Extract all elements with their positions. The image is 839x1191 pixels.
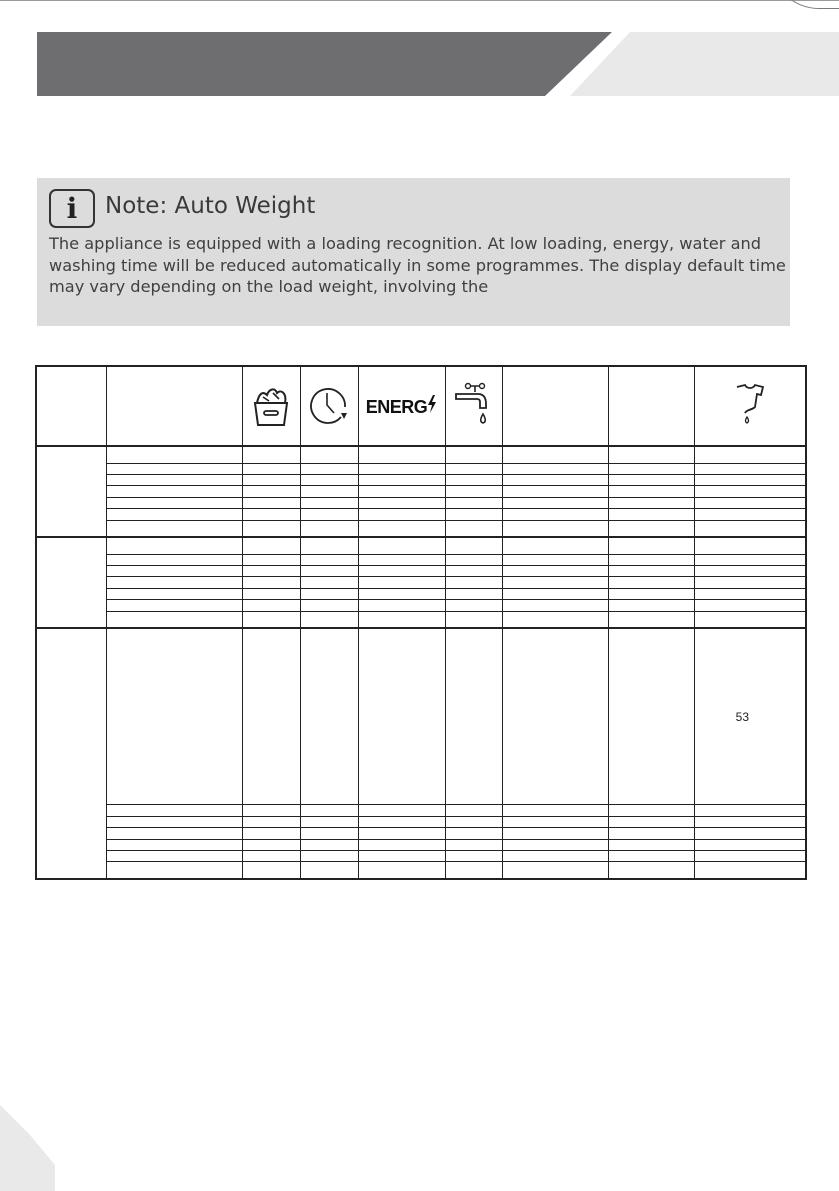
table-cell (242, 862, 300, 879)
header-cell-residual-moisture (694, 366, 806, 446)
table-cell (694, 446, 806, 463)
table-cell (445, 862, 502, 879)
table-row (36, 805, 806, 816)
table-cell (242, 486, 300, 497)
table-cell (300, 497, 358, 508)
table-cell (694, 474, 806, 485)
table-cell (608, 850, 694, 861)
table-cell (358, 474, 445, 485)
table-row (36, 816, 806, 827)
table-cell (358, 850, 445, 861)
table-row (36, 554, 806, 565)
table-cell (445, 600, 502, 611)
table-cell (502, 600, 608, 611)
table-cell (445, 850, 502, 861)
table-cell (502, 554, 608, 565)
table-cell (502, 537, 608, 554)
table-cell (300, 588, 358, 599)
table-cell (106, 828, 242, 839)
table-row (36, 839, 806, 850)
table-cell (358, 839, 445, 850)
table-cell (608, 463, 694, 474)
table-cell (502, 566, 608, 577)
table-cell (242, 628, 300, 805)
table-cell (445, 805, 502, 816)
table-cell (242, 509, 300, 520)
table-cell (242, 588, 300, 599)
table-cell (106, 839, 242, 850)
table-cell (242, 828, 300, 839)
table-cell (502, 839, 608, 850)
group-cell (36, 446, 106, 537)
table-cell (300, 828, 358, 839)
table-cell (694, 486, 806, 497)
table-cell (608, 520, 694, 537)
header-cell-energy (358, 366, 445, 446)
table-cell (358, 520, 445, 537)
table-cell (502, 828, 608, 839)
table-cell (106, 816, 242, 827)
table-cell (694, 463, 806, 474)
table-cell (694, 839, 806, 850)
programme-table (35, 365, 807, 880)
table-cell (694, 850, 806, 861)
table-cell (445, 497, 502, 508)
info-icon: i (49, 189, 95, 228)
table-cell (300, 446, 358, 463)
table-cell (608, 805, 694, 816)
table-cell (358, 497, 445, 508)
table-cell (300, 611, 358, 628)
group-cell (36, 628, 106, 879)
table-cell (608, 509, 694, 520)
table-cell (358, 554, 445, 565)
table-cell (242, 537, 300, 554)
table-cell (358, 611, 445, 628)
note-box (37, 178, 790, 326)
table-cell (106, 509, 242, 520)
table-cell (445, 554, 502, 565)
table-cell (242, 839, 300, 850)
table-cell (694, 862, 806, 879)
clock-icon (307, 383, 351, 427)
table-row (36, 566, 806, 577)
table-cell (300, 628, 358, 805)
table-cell (445, 537, 502, 554)
table-row (36, 446, 806, 463)
table-cell (445, 588, 502, 599)
table-row (36, 463, 806, 474)
table-cell (106, 577, 242, 588)
table-cell (358, 805, 445, 816)
table-cell (358, 816, 445, 827)
table-cell (106, 805, 242, 816)
table-cell (608, 828, 694, 839)
header-cell (36, 366, 106, 446)
table-cell (106, 566, 242, 577)
table-cell (502, 520, 608, 537)
table-cell (106, 474, 242, 485)
table-cell (608, 628, 694, 805)
header-cell (608, 366, 694, 446)
table-cell (300, 474, 358, 485)
table-cell (106, 486, 242, 497)
table-cell (694, 566, 806, 577)
table-cell (445, 463, 502, 474)
table-cell (242, 850, 300, 861)
table-cell (242, 805, 300, 816)
table-cell (608, 554, 694, 565)
table-cell (358, 566, 445, 577)
table-cell (106, 520, 242, 537)
table-cell (502, 446, 608, 463)
table-cell (694, 588, 806, 599)
energy-label: ENERG (365, 396, 428, 417)
table-cell (300, 600, 358, 611)
note-title: Note: Auto Weight (105, 193, 316, 219)
table-row (36, 600, 806, 611)
table-cell (242, 611, 300, 628)
table-cell (445, 520, 502, 537)
table-cell (445, 509, 502, 520)
header-cell-time (300, 366, 358, 446)
table-cell (445, 839, 502, 850)
table-cell (242, 497, 300, 508)
energy-icon (427, 395, 437, 413)
table-cell (300, 850, 358, 861)
table-row (36, 520, 806, 537)
table-row (36, 828, 806, 839)
table-row (36, 862, 806, 879)
table-cell (358, 463, 445, 474)
table-cell (694, 828, 806, 839)
table-cell (106, 554, 242, 565)
table-cell (106, 497, 242, 508)
table-cell (502, 850, 608, 861)
table-cell (300, 537, 358, 554)
table-cell (694, 554, 806, 565)
table-cell (608, 588, 694, 599)
table-cell (242, 474, 300, 485)
table-cell (358, 446, 445, 463)
table-cell (445, 486, 502, 497)
table-cell (502, 628, 608, 805)
table-cell (106, 537, 242, 554)
table-cell (300, 839, 358, 850)
table-cell (445, 446, 502, 463)
table-cell (694, 611, 806, 628)
table-cell (445, 474, 502, 485)
table-cell (608, 600, 694, 611)
header-dark-bar (37, 32, 612, 96)
header-cell-water (445, 366, 502, 446)
table-row (36, 577, 806, 588)
table-cell (502, 805, 608, 816)
table-cell (358, 537, 445, 554)
table-cell (694, 509, 806, 520)
table-cell (300, 805, 358, 816)
table-cell (106, 862, 242, 879)
table-cell (358, 588, 445, 599)
table-cell (300, 816, 358, 827)
table-cell (242, 577, 300, 588)
table-cell (242, 816, 300, 827)
table-cell (502, 509, 608, 520)
table-cell (694, 520, 806, 537)
table-cell (445, 816, 502, 827)
table-cell (242, 446, 300, 463)
table-row (36, 611, 806, 628)
table-cell (300, 566, 358, 577)
table-cell (358, 577, 445, 588)
table-cell (608, 486, 694, 497)
table-cell (300, 486, 358, 497)
table-cell (106, 588, 242, 599)
table-cell (242, 566, 300, 577)
table-cell (445, 828, 502, 839)
table-cell (445, 611, 502, 628)
table-cell (300, 520, 358, 537)
table-cell (106, 850, 242, 861)
table-cell (358, 600, 445, 611)
table-cell (445, 628, 502, 805)
table-cell (242, 520, 300, 537)
table-cell (242, 463, 300, 474)
table-cell (694, 537, 806, 554)
header-cell (502, 366, 608, 446)
table-row (36, 486, 806, 497)
table-cell (694, 600, 806, 611)
table-cell (502, 862, 608, 879)
table-row (36, 588, 806, 599)
shirt-drip-icon (733, 383, 767, 427)
table-row (36, 537, 806, 554)
table-cell (358, 862, 445, 879)
table-row (36, 850, 806, 861)
laundry-basket-icon (249, 383, 293, 427)
table-cell (106, 446, 242, 463)
table-cell (694, 497, 806, 508)
table-cell (502, 611, 608, 628)
table-cell (106, 628, 242, 805)
table-cell-value: 53 (694, 628, 806, 805)
table-cell (694, 816, 806, 827)
table-cell (608, 474, 694, 485)
table-cell (502, 486, 608, 497)
table-cell (300, 509, 358, 520)
table-cell (242, 554, 300, 565)
table-cell (502, 588, 608, 599)
table-cell (300, 463, 358, 474)
table-cell (694, 805, 806, 816)
table-cell (502, 474, 608, 485)
table-cell (502, 463, 608, 474)
table-row (36, 628, 806, 805)
header-cell (106, 366, 242, 446)
table-cell (106, 600, 242, 611)
table-cell (300, 554, 358, 565)
table-cell (358, 628, 445, 805)
table-cell (608, 537, 694, 554)
table-cell (106, 463, 242, 474)
table-cell (502, 577, 608, 588)
water-tap-icon (452, 380, 496, 430)
table-cell (300, 862, 358, 879)
table-cell (608, 566, 694, 577)
table-cell (608, 611, 694, 628)
table-cell (608, 577, 694, 588)
table-cell (445, 566, 502, 577)
table-cell (358, 509, 445, 520)
header-cell-load (242, 366, 300, 446)
note-text: The appliance is equipped with a loading recognition. At low loading, energy, water and washing time will be reduced automatically in some programmes. The display default time may vary depending on the load weight, involving the (49, 234, 786, 296)
table-row (36, 474, 806, 485)
table-cell (358, 828, 445, 839)
table-cell (242, 600, 300, 611)
table-cell (694, 577, 806, 588)
table-cell (608, 862, 694, 879)
table-row (36, 497, 806, 508)
page-corner-tab (0, 1105, 60, 1191)
table-cell (358, 486, 445, 497)
group-cell (36, 537, 106, 628)
table-row (36, 509, 806, 520)
table-cell (300, 577, 358, 588)
table-cell (502, 816, 608, 827)
table-cell (608, 839, 694, 850)
table-cell (608, 446, 694, 463)
header-light-tab (570, 32, 839, 96)
table-cell (608, 816, 694, 827)
header-banner (0, 0, 839, 100)
table-cell (502, 497, 608, 508)
table-header-row (36, 366, 806, 446)
table-cell (445, 577, 502, 588)
table-cell (608, 497, 694, 508)
table-cell (106, 611, 242, 628)
